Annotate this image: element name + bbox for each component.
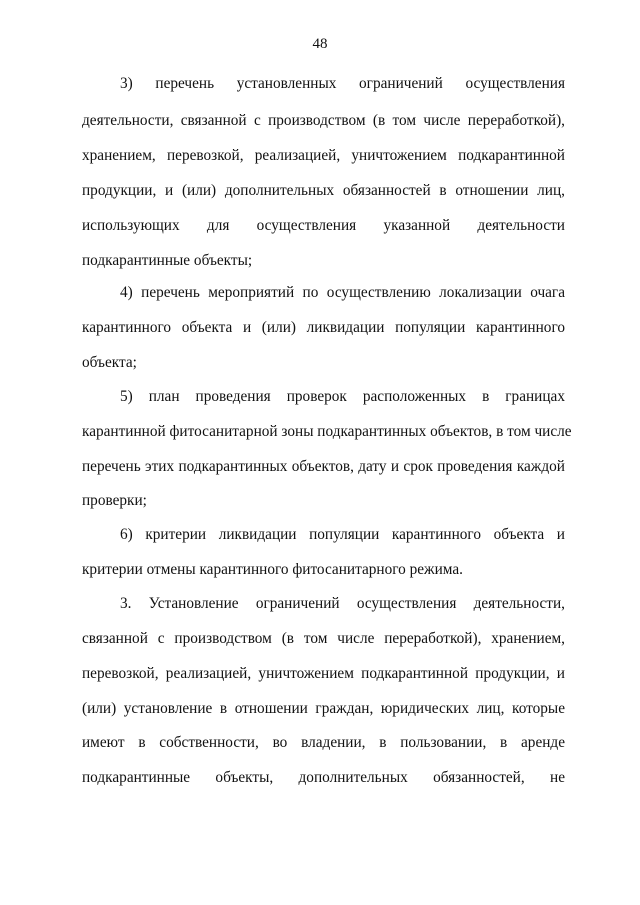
text-line: проверки; [82,492,147,509]
text-line: использующих для осуществления указанной деятельности [82,217,565,234]
text-line: 4) перечень мероприятий по осуществлению локализации очага [120,284,565,301]
text-line: карантинной фитосанитарной зоны подкарантинных объектов, в том числе [82,423,572,440]
text-line: карантинного объекта и (или) ликвидации популяции карантинного [82,319,565,336]
text-line: имеют в собственности, во владении, в пользовании, в аренде [82,734,565,751]
text-line: 3. Установление ограничений осуществления деятельности, [120,595,565,612]
text-line: критерии отмены карантинного фитосанитарного режима. [82,561,463,578]
text-line: (или) установление в отношении граждан, юридических лиц, которые [82,700,565,717]
text-line: 3) перечень установленных ограничений осуществления [120,75,565,92]
page-number: 48 [312,36,328,52]
text-line: деятельности, связанной с производством (в том числе переработкой), [82,112,565,129]
text-line: связанной с производством (в том числе переработкой), хранением, [82,630,565,647]
text-line: объекта; [82,354,137,371]
text-line: 5) план проведения проверок расположенных в границах [120,388,565,405]
text-line: перевозкой, реализацией, уничтожением подкарантинной продукции, и [82,665,565,682]
text-line: 6) критерии ликвидации популяции карантинного объекта и [120,526,565,543]
text-line: продукции, и (или) дополнительных обязанностей в отношении лиц, [82,182,565,199]
text-line: подкарантинные объекты, дополнительных обязанностей, не [82,769,565,786]
text-line: подкарантинные объекты; [82,252,253,269]
text-line: хранением, перевозкой, реализацией, уничтожением подкарантинной [82,147,565,164]
text-line: перечень этих подкарантинных объектов, дату и срок проведения каждой [82,458,565,475]
